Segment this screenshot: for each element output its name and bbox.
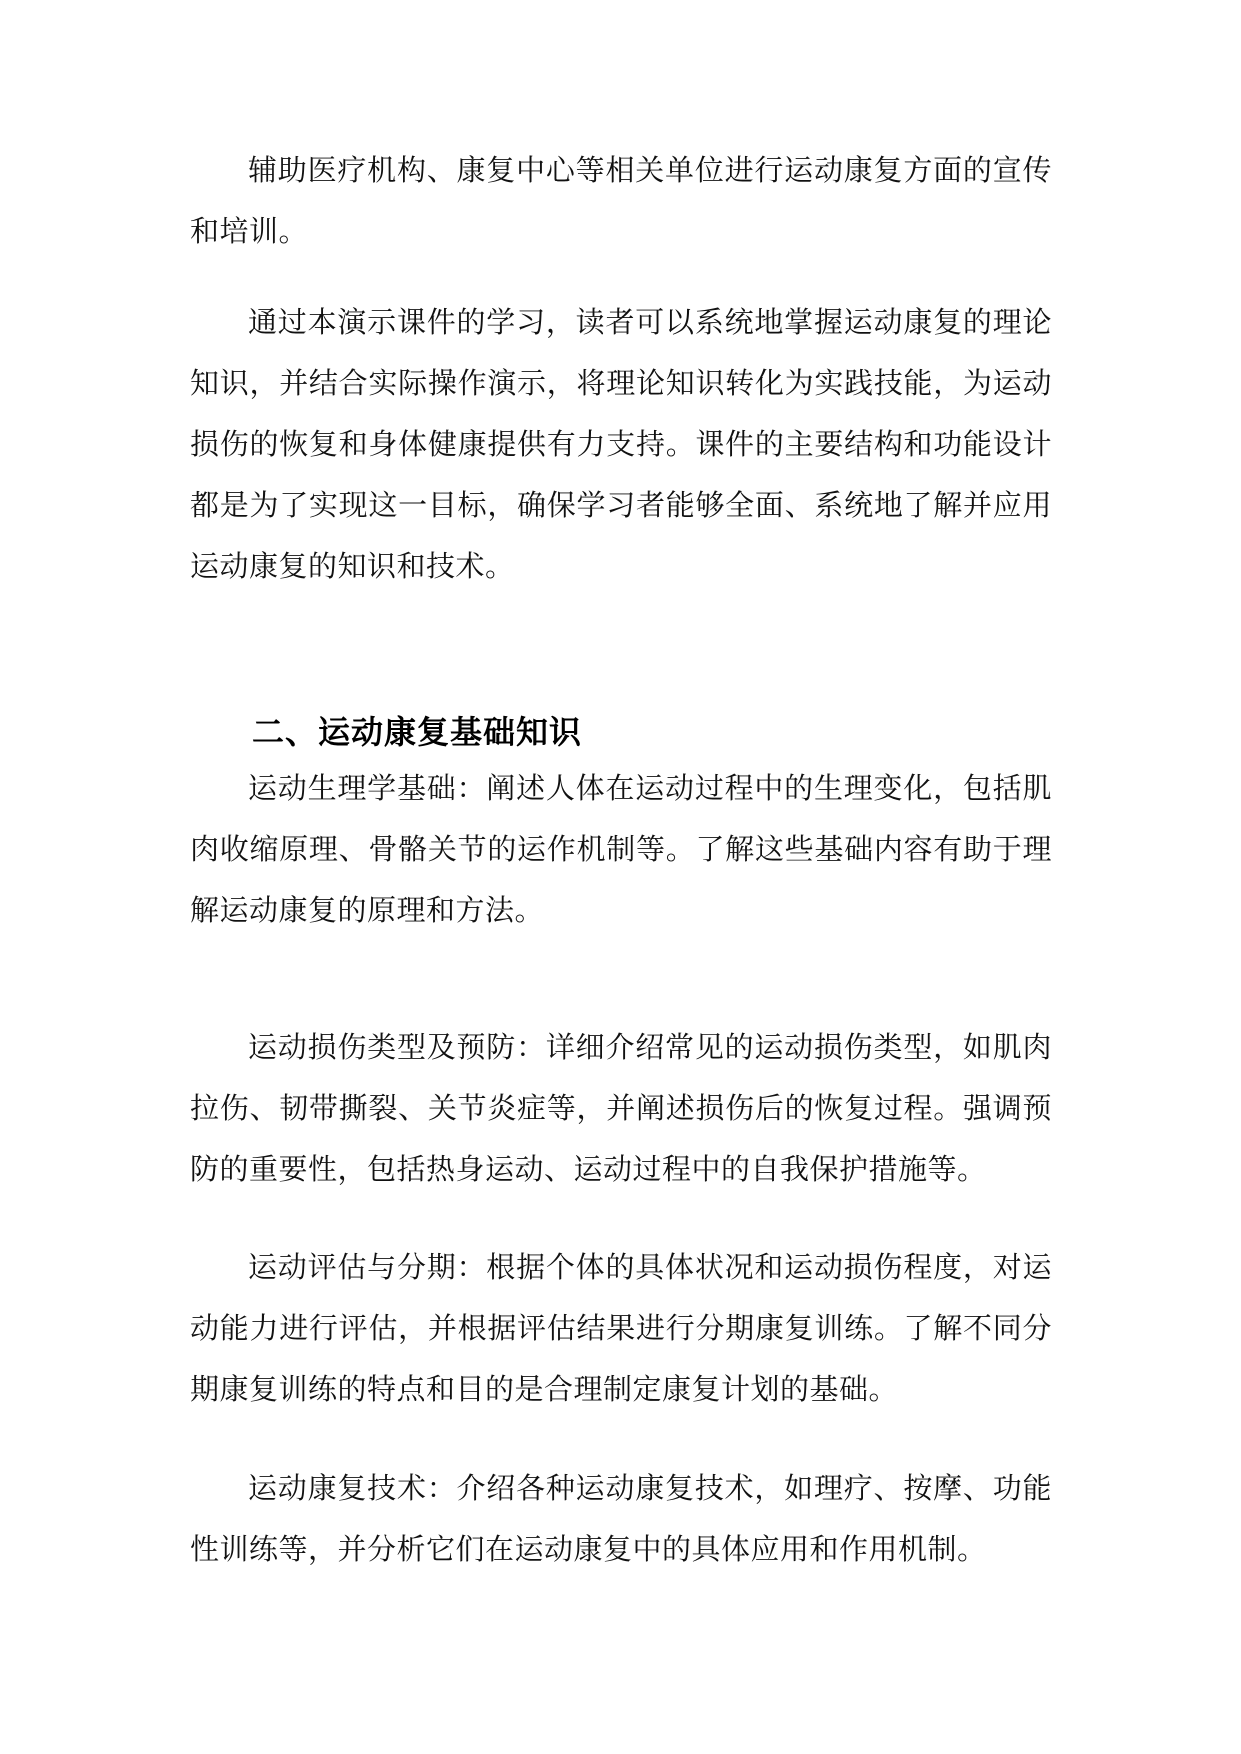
section-paragraph-assessment: 运动评估与分期：根据个体的具体状况和运动损伤程度，对运动能力进行评估，并根据评估结果进行分期康复训练。了解不同分期康复训练的特点和目的是合理制定康复计划的基础。 xyxy=(190,1250,1052,1406)
intro-paragraph-1: 辅助医疗机构、康复中心等相关单位进行运动康复方面的宣传和培训。 xyxy=(190,153,1052,248)
intro-paragraph-2: 通过本演示课件的学习，读者可以系统地掌握运动康复的理论知识，并结合实际操作演示，将理论知识转化为实践技能，为运动损伤的恢复和身体健康提供有力支持。课件的主要结构和功能设计都是为了实现这一目标，确保学习者能够全面、系统地了解并应用运动康复的知识和技术。 xyxy=(190,305,1052,583)
section-paragraph-injury-types: 运动损伤类型及预防：详细介绍常见的运动损伤类型，如肌肉拉伤、韧带撕裂、关节炎症等，并阐述损伤后的恢复过程。强调预防的重要性，包括热身运动、运动过程中的自我保护措施等。 xyxy=(190,1030,1052,1186)
section-heading: 二、运动康复基础知识 xyxy=(252,713,583,751)
section-paragraph-physiology: 运动生理学基础：阐述人体在运动过程中的生理变化，包括肌肉收缩原理、骨骼关节的运作机制等。了解这些基础内容有助于理解运动康复的原理和方法。 xyxy=(190,771,1052,927)
section-paragraph-techniques: 运动康复技术：介绍各种运动康复技术，如理疗、按摩、功能性训练等，并分析它们在运动康复中的具体应用和作用机制。 xyxy=(190,1471,1052,1566)
